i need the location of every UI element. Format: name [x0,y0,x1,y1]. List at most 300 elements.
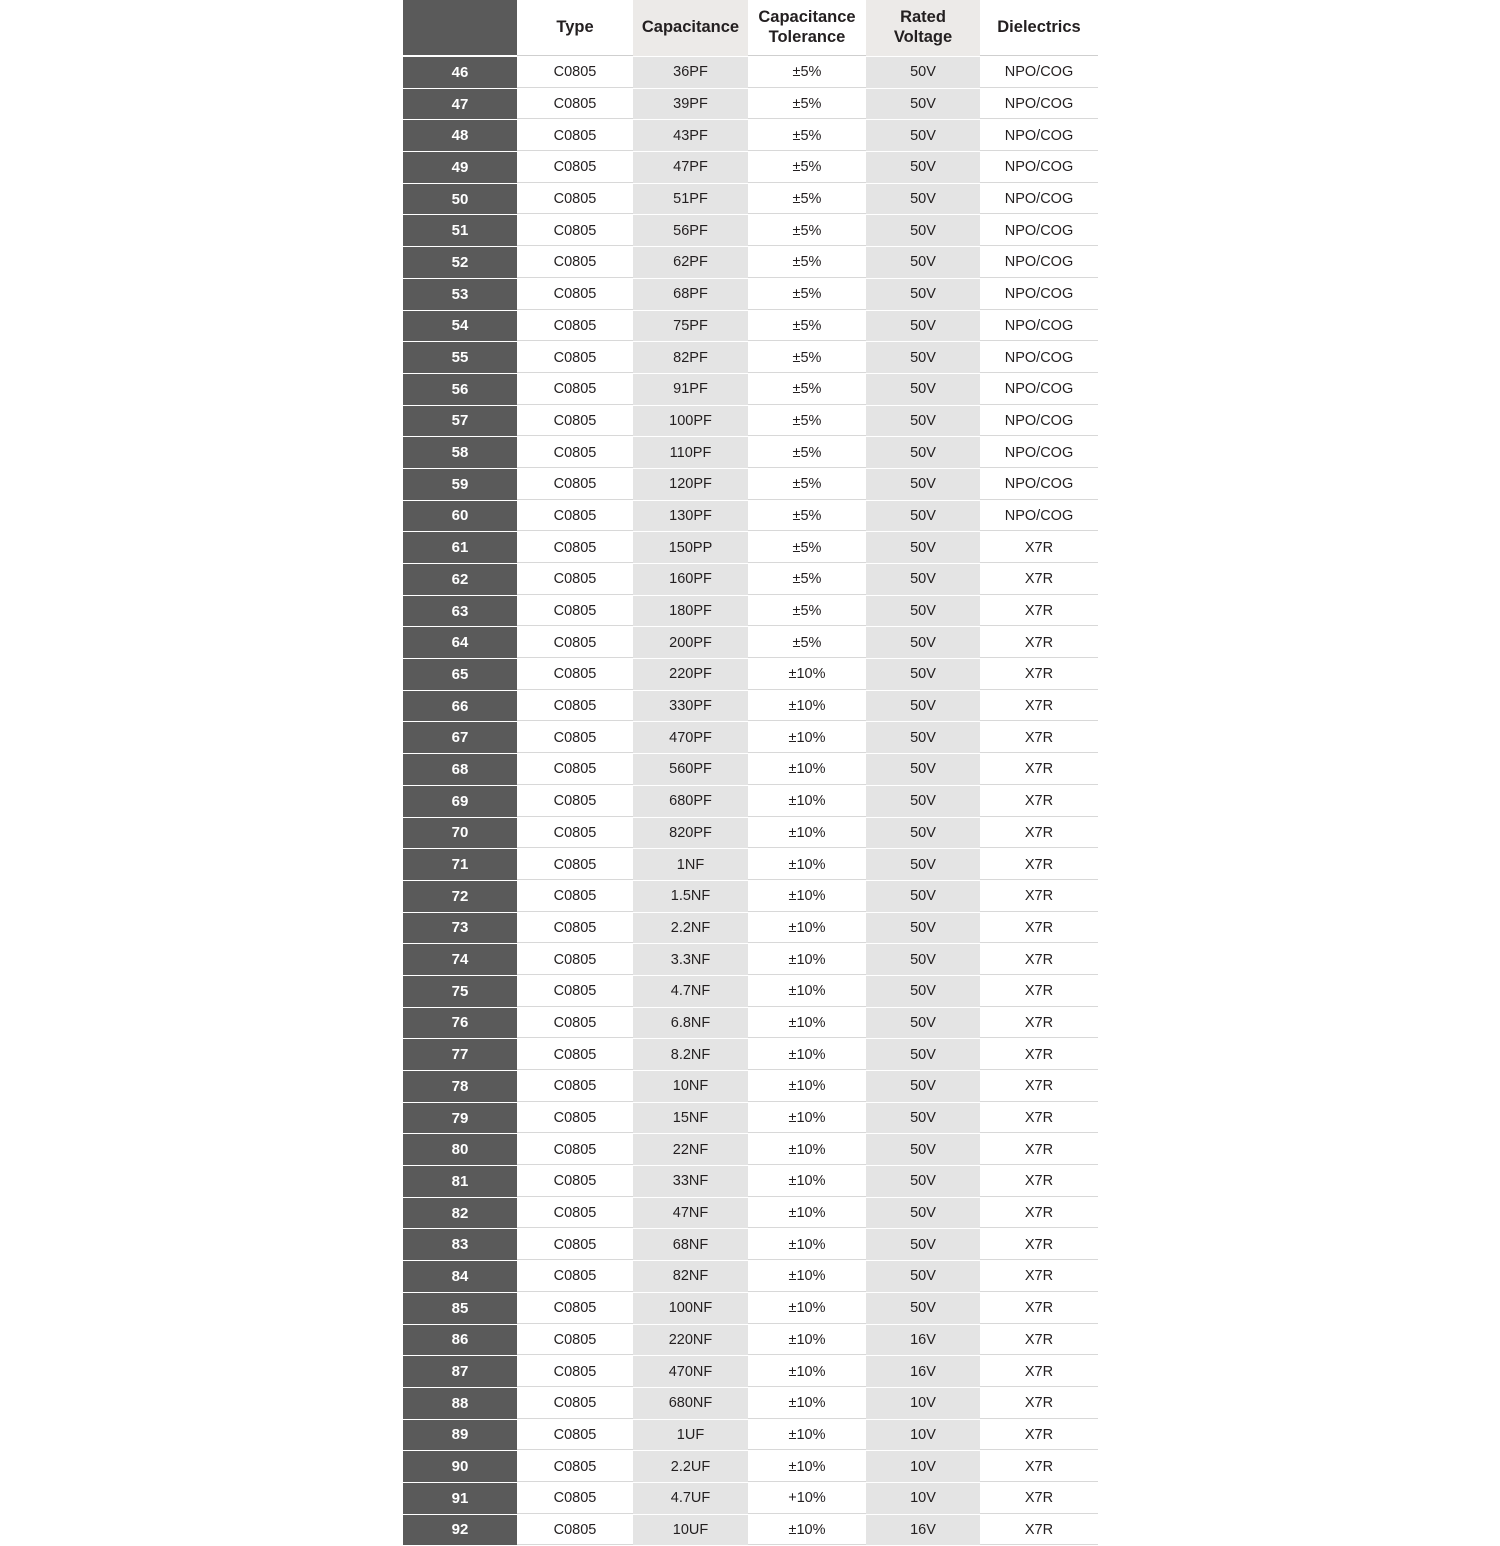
column-header-rated-voltage-line2: Voltage [893,27,953,46]
table-row [403,152,1098,184]
cell-dielectrics: NPO/COG [980,342,1098,374]
cell-dielectrics: X7R [980,564,1098,596]
cell-capacitance-tolerance: ±10% [748,754,866,786]
cell-capacitance-tolerance: ±10% [748,690,866,722]
table-row [403,183,1098,215]
cell-rated-voltage: 50V [866,595,980,627]
cell-type: C0805 [517,1387,633,1419]
cell-rated-voltage: 50V [866,88,980,120]
cell-index: 58 [403,437,517,469]
cell-rated-voltage: 50V [866,1197,980,1229]
cell-type: C0805 [517,627,633,659]
cell-type: C0805 [517,1197,633,1229]
cell-type: C0805 [517,405,633,437]
cell-rated-voltage: 50V [866,912,980,944]
cell-index: 70 [403,817,517,849]
table-row [403,437,1098,469]
cell-index: 91 [403,1482,517,1514]
cell-type: C0805 [517,120,633,152]
cell-capacitance: 180PF [633,595,748,627]
cell-index: 78 [403,1071,517,1103]
cell-capacitance: 36PF [633,56,748,88]
cell-dielectrics: X7R [980,1102,1098,1134]
cell-rated-voltage: 50V [866,310,980,342]
table-row [403,405,1098,437]
table-row [403,278,1098,310]
cell-capacitance-tolerance: ±5% [748,405,866,437]
cell-capacitance: 470NF [633,1356,748,1388]
table-row [403,944,1098,976]
cell-index: 56 [403,373,517,405]
table-row [403,1102,1098,1134]
cell-index: 63 [403,595,517,627]
cell-type: C0805 [517,912,633,944]
cell-capacitance: 160PF [633,564,748,596]
cell-type: C0805 [517,1292,633,1324]
cell-rated-voltage: 50V [866,373,980,405]
cell-type: C0805 [517,152,633,184]
cell-capacitance: 2.2UF [633,1451,748,1483]
cell-rated-voltage: 16V [866,1356,980,1388]
table-row [403,1387,1098,1419]
cell-capacitance: 110PF [633,437,748,469]
table-row [403,310,1098,342]
cell-capacitance-tolerance: ±5% [748,500,866,532]
cell-dielectrics: X7R [980,944,1098,976]
cell-dielectrics: NPO/COG [980,120,1098,152]
cell-index: 68 [403,754,517,786]
cell-dielectrics: X7R [980,785,1098,817]
cell-rated-voltage: 50V [866,1261,980,1293]
table-row [403,1134,1098,1166]
cell-rated-voltage: 50V [866,785,980,817]
cell-index: 50 [403,183,517,215]
cell-capacitance-tolerance: ±10% [748,1292,866,1324]
cell-capacitance: 330PF [633,690,748,722]
cell-type: C0805 [517,849,633,881]
cell-capacitance: 120PF [633,468,748,500]
column-header-index [403,0,517,56]
cell-capacitance: 43PF [633,120,748,152]
cell-dielectrics: X7R [980,627,1098,659]
table-row [403,215,1098,247]
cell-dielectrics: NPO/COG [980,183,1098,215]
cell-dielectrics: NPO/COG [980,152,1098,184]
cell-rated-voltage: 10V [866,1419,980,1451]
cell-dielectrics: NPO/COG [980,310,1098,342]
cell-dielectrics: X7R [980,1071,1098,1103]
cell-index: 59 [403,468,517,500]
column-header-capacitance: Capacitance [633,0,748,56]
table-row [403,1324,1098,1356]
table-row [403,500,1098,532]
cell-capacitance-tolerance: ±10% [748,1197,866,1229]
cell-index: 53 [403,278,517,310]
cell-capacitance: 1UF [633,1419,748,1451]
cell-capacitance: 560PF [633,754,748,786]
cell-rated-voltage: 50V [866,564,980,596]
cell-capacitance-tolerance: ±5% [748,468,866,500]
cell-capacitance-tolerance: +10% [748,1482,866,1514]
cell-rated-voltage: 50V [866,500,980,532]
cell-capacitance-tolerance: ±10% [748,975,866,1007]
cell-capacitance: 62PF [633,247,748,279]
cell-capacitance-tolerance: ±10% [748,1261,866,1293]
cell-type: C0805 [517,1071,633,1103]
cell-capacitance: 4.7NF [633,975,748,1007]
cell-capacitance-tolerance: ±10% [748,1039,866,1071]
cell-type: C0805 [517,56,633,88]
table-header-row [403,0,1098,56]
table-row [403,1482,1098,1514]
cell-capacitance: 2.2NF [633,912,748,944]
table-row [403,754,1098,786]
table-row [403,659,1098,691]
cell-capacitance: 820PF [633,817,748,849]
cell-capacitance-tolerance: ±10% [748,1071,866,1103]
cell-index: 71 [403,849,517,881]
cell-rated-voltage: 50V [866,342,980,374]
cell-capacitance: 82NF [633,1261,748,1293]
cell-dielectrics: X7R [980,1482,1098,1514]
cell-index: 89 [403,1419,517,1451]
cell-rated-voltage: 16V [866,1324,980,1356]
cell-rated-voltage: 50V [866,120,980,152]
cell-capacitance: 68NF [633,1229,748,1261]
cell-index: 69 [403,785,517,817]
table-row [403,342,1098,374]
cell-type: C0805 [517,500,633,532]
cell-type: C0805 [517,1451,633,1483]
cell-type: C0805 [517,1166,633,1198]
cell-capacitance-tolerance: ±5% [748,532,866,564]
table-row [403,1261,1098,1293]
cell-index: 72 [403,880,517,912]
table-row [403,1166,1098,1198]
cell-capacitance: 100NF [633,1292,748,1324]
cell-capacitance: 220NF [633,1324,748,1356]
cell-type: C0805 [517,975,633,1007]
cell-rated-voltage: 50V [866,1007,980,1039]
cell-type: C0805 [517,785,633,817]
cell-capacitance-tolerance: ±10% [748,1229,866,1261]
column-header-type: Type [517,0,633,56]
cell-capacitance-tolerance: ±5% [748,120,866,152]
cell-capacitance: 470PF [633,722,748,754]
cell-rated-voltage: 50V [866,247,980,279]
cell-index: 84 [403,1261,517,1293]
cell-capacitance-tolerance: ±5% [748,595,866,627]
cell-capacitance: 8.2NF [633,1039,748,1071]
table-row [403,817,1098,849]
cell-index: 54 [403,310,517,342]
cell-type: C0805 [517,1007,633,1039]
cell-capacitance-tolerance: ±10% [748,1166,866,1198]
cell-index: 61 [403,532,517,564]
cell-rated-voltage: 50V [866,690,980,722]
table-row [403,1197,1098,1229]
cell-capacitance: 39PF [633,88,748,120]
cell-rated-voltage: 50V [866,152,980,184]
cell-dielectrics: NPO/COG [980,437,1098,469]
column-header-rated-voltage-line1: Rated [900,7,946,26]
cell-type: C0805 [517,722,633,754]
cell-rated-voltage: 16V [866,1514,980,1546]
table-row [403,373,1098,405]
cell-capacitance-tolerance: ±10% [748,1514,866,1546]
cell-type: C0805 [517,1039,633,1071]
cell-index: 75 [403,975,517,1007]
cell-capacitance-tolerance: ±10% [748,1324,866,1356]
table-row [403,1451,1098,1483]
cell-capacitance: 4.7UF [633,1482,748,1514]
cell-type: C0805 [517,1356,633,1388]
cell-index: 87 [403,1356,517,1388]
cell-index: 67 [403,722,517,754]
cell-capacitance: 680PF [633,785,748,817]
cell-type: C0805 [517,564,633,596]
cell-rated-voltage: 50V [866,278,980,310]
cell-dielectrics: NPO/COG [980,468,1098,500]
column-header-capacitance-tolerance-line2: Tolerance [768,27,846,46]
cell-capacitance: 200PF [633,627,748,659]
cell-capacitance: 10NF [633,1071,748,1103]
cell-dielectrics: NPO/COG [980,500,1098,532]
table-row [403,56,1098,88]
cell-capacitance: 3.3NF [633,944,748,976]
cell-index: 66 [403,690,517,722]
cell-index: 86 [403,1324,517,1356]
cell-dielectrics: X7R [980,1007,1098,1039]
cell-dielectrics: X7R [980,1324,1098,1356]
cell-type: C0805 [517,310,633,342]
cell-index: 76 [403,1007,517,1039]
cell-capacitance-tolerance: ±5% [748,373,866,405]
cell-type: C0805 [517,183,633,215]
cell-index: 46 [403,56,517,88]
cell-capacitance: 1NF [633,849,748,881]
cell-capacitance: 680NF [633,1387,748,1419]
cell-dielectrics: X7R [980,1197,1098,1229]
cell-dielectrics: NPO/COG [980,278,1098,310]
cell-type: C0805 [517,1102,633,1134]
cell-index: 57 [403,405,517,437]
cell-type: C0805 [517,595,633,627]
cell-type: C0805 [517,1229,633,1261]
cell-capacitance-tolerance: ±5% [748,56,866,88]
table-row [403,1292,1098,1324]
cell-rated-voltage: 50V [866,754,980,786]
cell-capacitance-tolerance: ±10% [748,849,866,881]
cell-rated-voltage: 50V [866,849,980,881]
cell-capacitance-tolerance: ±5% [748,183,866,215]
cell-index: 62 [403,564,517,596]
cell-capacitance: 75PF [633,310,748,342]
column-header-capacitance-tolerance-line1: Capacitance [758,7,856,26]
cell-index: 90 [403,1451,517,1483]
cell-type: C0805 [517,1261,633,1293]
cell-rated-voltage: 50V [866,1102,980,1134]
cell-dielectrics: X7R [980,1356,1098,1388]
cell-dielectrics: X7R [980,849,1098,881]
cell-capacitance-tolerance: ±5% [748,215,866,247]
table-row [403,975,1098,1007]
cell-index: 79 [403,1102,517,1134]
cell-dielectrics: X7R [980,912,1098,944]
cell-rated-voltage: 50V [866,944,980,976]
cell-type: C0805 [517,1419,633,1451]
table-row [403,1039,1098,1071]
table-row [403,88,1098,120]
cell-dielectrics: X7R [980,1039,1098,1071]
table-row [403,627,1098,659]
cell-capacitance: 56PF [633,215,748,247]
cell-capacitance: 51PF [633,183,748,215]
cell-index: 85 [403,1292,517,1324]
cell-dielectrics: X7R [980,817,1098,849]
cell-dielectrics: X7R [980,1134,1098,1166]
cell-index: 77 [403,1039,517,1071]
cell-index: 49 [403,152,517,184]
cell-dielectrics: NPO/COG [980,56,1098,88]
cell-type: C0805 [517,215,633,247]
cell-dielectrics: X7R [980,690,1098,722]
table-row [403,120,1098,152]
cell-capacitance: 130PF [633,500,748,532]
cell-type: C0805 [517,880,633,912]
cell-dielectrics: X7R [980,1387,1098,1419]
cell-index: 82 [403,1197,517,1229]
cell-rated-voltage: 50V [866,215,980,247]
cell-rated-voltage: 50V [866,817,980,849]
cell-capacitance-tolerance: ±10% [748,1356,866,1388]
cell-capacitance: 6.8NF [633,1007,748,1039]
cell-index: 88 [403,1387,517,1419]
cell-index: 52 [403,247,517,279]
table-row [403,1229,1098,1261]
cell-capacitance: 82PF [633,342,748,374]
cell-dielectrics: X7R [980,1166,1098,1198]
table-row [403,1356,1098,1388]
cell-capacitance-tolerance: ±10% [748,1134,866,1166]
cell-rated-voltage: 10V [866,1451,980,1483]
table-row [403,722,1098,754]
cell-dielectrics: X7R [980,1229,1098,1261]
cell-type: C0805 [517,817,633,849]
cell-type: C0805 [517,468,633,500]
cell-capacitance-tolerance: ±10% [748,817,866,849]
capacitor-specification-table [403,0,1098,1546]
cell-index: 80 [403,1134,517,1166]
cell-type: C0805 [517,278,633,310]
cell-index: 60 [403,500,517,532]
table-header [403,0,1098,56]
table-row [403,785,1098,817]
cell-type: C0805 [517,373,633,405]
cell-rated-voltage: 50V [866,468,980,500]
cell-capacitance: 220PF [633,659,748,691]
cell-capacitance-tolerance: ±5% [748,437,866,469]
cell-dielectrics: X7R [980,1514,1098,1546]
cell-capacitance-tolerance: ±10% [748,1419,866,1451]
cell-rated-voltage: 50V [866,183,980,215]
cell-rated-voltage: 50V [866,1039,980,1071]
cell-dielectrics: X7R [980,1292,1098,1324]
table-body [403,56,1098,1546]
cell-capacitance: 15NF [633,1102,748,1134]
cell-type: C0805 [517,944,633,976]
table-row [403,247,1098,279]
cell-capacitance: 33NF [633,1166,748,1198]
cell-index: 74 [403,944,517,976]
cell-type: C0805 [517,1514,633,1546]
cell-capacitance-tolerance: ±5% [748,152,866,184]
cell-capacitance-tolerance: ±5% [748,278,866,310]
cell-capacitance-tolerance: ±10% [748,1007,866,1039]
cell-dielectrics: NPO/COG [980,88,1098,120]
cell-capacitance-tolerance: ±5% [748,310,866,342]
cell-type: C0805 [517,1324,633,1356]
cell-capacitance-tolerance: ±10% [748,880,866,912]
cell-type: C0805 [517,342,633,374]
cell-capacitance: 22NF [633,1134,748,1166]
cell-type: C0805 [517,1482,633,1514]
cell-rated-voltage: 50V [866,880,980,912]
cell-capacitance-tolerance: ±10% [748,659,866,691]
table-row [403,564,1098,596]
cell-rated-voltage: 50V [866,1292,980,1324]
column-header-rated-voltage [866,0,980,56]
cell-rated-voltage: 50V [866,1134,980,1166]
cell-capacitance: 47NF [633,1197,748,1229]
table-row [403,690,1098,722]
cell-rated-voltage: 10V [866,1387,980,1419]
column-header-capacitance-tolerance [748,0,866,56]
cell-capacitance: 150PP [633,532,748,564]
table-row [403,880,1098,912]
cell-capacitance-tolerance: ±5% [748,88,866,120]
cell-rated-voltage: 50V [866,659,980,691]
cell-capacitance-tolerance: ±10% [748,1451,866,1483]
cell-index: 55 [403,342,517,374]
cell-capacitance: 1.5NF [633,880,748,912]
cell-index: 47 [403,88,517,120]
cell-capacitance: 47PF [633,152,748,184]
cell-index: 65 [403,659,517,691]
cell-type: C0805 [517,1134,633,1166]
cell-type: C0805 [517,659,633,691]
cell-rated-voltage: 50V [866,56,980,88]
cell-capacitance-tolerance: ±5% [748,627,866,659]
table-row [403,1419,1098,1451]
cell-capacitance-tolerance: ±10% [748,785,866,817]
cell-type: C0805 [517,88,633,120]
cell-index: 64 [403,627,517,659]
column-header-dielectrics: Dielectrics [980,0,1098,56]
table-row [403,1007,1098,1039]
cell-rated-voltage: 50V [866,405,980,437]
cell-dielectrics: NPO/COG [980,215,1098,247]
cell-rated-voltage: 50V [866,1071,980,1103]
cell-dielectrics: NPO/COG [980,247,1098,279]
cell-dielectrics: X7R [980,1451,1098,1483]
cell-dielectrics: NPO/COG [980,405,1098,437]
cell-rated-voltage: 50V [866,627,980,659]
cell-index: 73 [403,912,517,944]
cell-index: 48 [403,120,517,152]
cell-capacitance-tolerance: ±5% [748,247,866,279]
cell-rated-voltage: 50V [866,975,980,1007]
